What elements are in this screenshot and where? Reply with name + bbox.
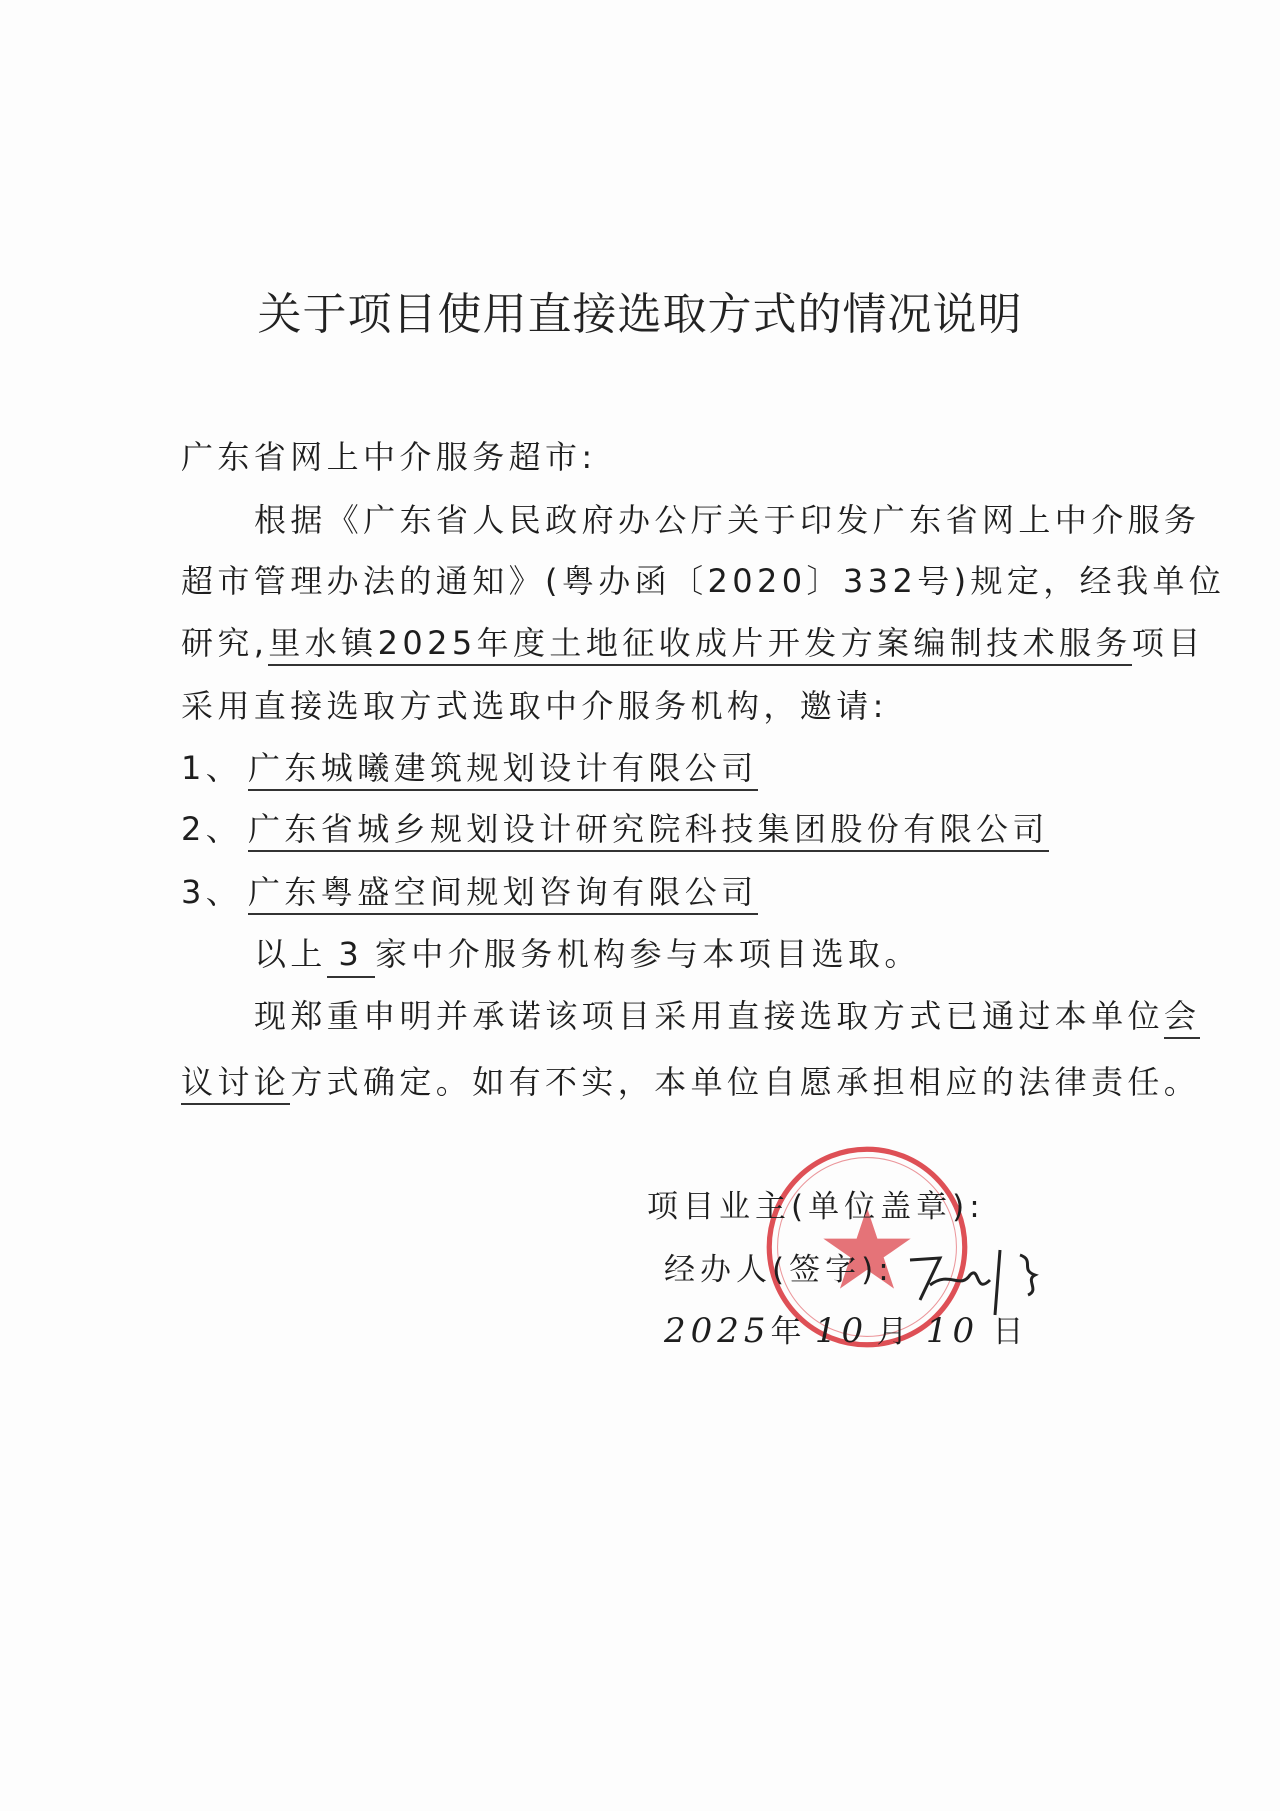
para1-line1: 根据《广东省人民政府办公厅关于印发广东省网上中介服务	[254, 501, 1201, 539]
company-item-1: 1、 广东城曦建筑规划设计有限公司	[181, 748, 758, 788]
salutation: 广东省网上中介服务超市:	[181, 438, 597, 476]
sign-date: 2025年 10 月 10 日	[664, 1311, 1029, 1351]
para1-line4: 采用直接选取方式选取中介服务机构，邀请:	[181, 687, 888, 725]
count-line: 以上 3 家中介服务机构参与本项目选取。	[254, 934, 921, 978]
handwritten-signature-icon	[900, 1240, 1060, 1320]
para2-line2: 议讨论方式确定。如有不实，本单位自愿承担相应的法律责任。	[181, 1062, 1200, 1102]
para1-line3-suffix: 项目	[1131, 624, 1205, 662]
company-item-2: 2、 广东省城乡规划设计研究院科技集团股份有限公司	[181, 809, 1049, 849]
para1-line3	[181, 623, 1205, 663]
para1-line3-prefix: 研究,	[181, 624, 269, 662]
para2-line1: 现郑重申明并承诺该项目采用直接选取方式已通过本单位会	[254, 996, 1200, 1036]
company-count: 3	[327, 934, 375, 978]
project-name: 里水镇2025年度土地征收成片开发方案编制技术服务	[268, 624, 1131, 666]
handler-signature-label: 经办人(签字):	[664, 1252, 894, 1288]
company-item-3: 3、 广东粤盛空间规划咨询有限公司	[181, 872, 758, 912]
document-title: 关于项目使用直接选取方式的情况说明	[257, 289, 1023, 340]
para1-line2: 超市管理办法的通知》(粤办函〔2020〕332号)规定，经我单位	[181, 562, 1226, 600]
owner-seal-label: 项目业主(单位盖章):	[647, 1189, 985, 1225]
